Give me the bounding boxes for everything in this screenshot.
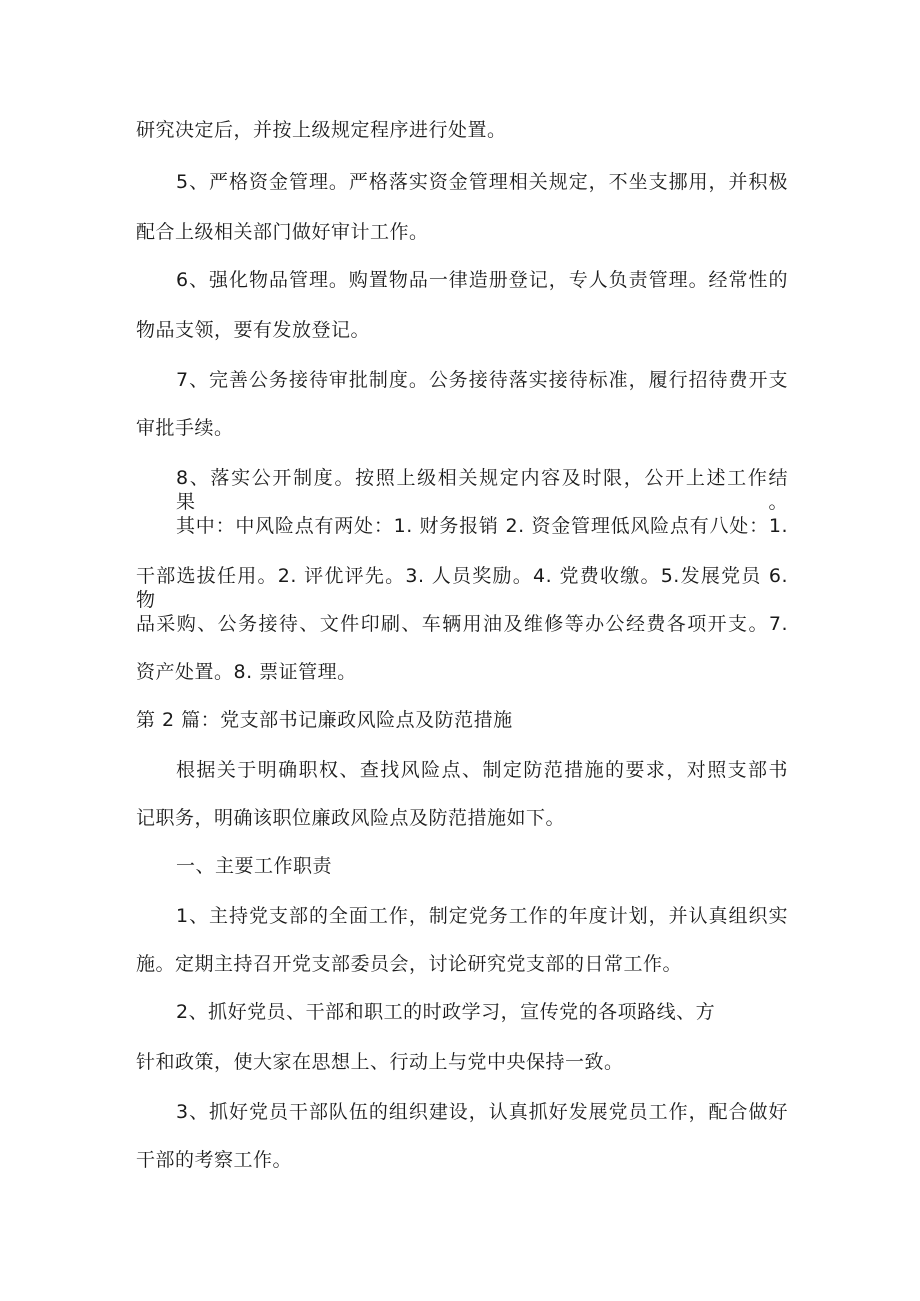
text-line: 物品支领，要有发放登记。 [136, 319, 371, 341]
section-heading: 第 2 篇：党支部书记廉政风险点及防范措施 [136, 709, 513, 731]
text-line: 其中：中风险点有两处：1. 财务报销 2. 资金管理低风险点有八处：1. [176, 515, 788, 537]
subsection-heading: 一、主要工作职责 [176, 855, 333, 877]
text-line: 7、完善公务接待审批制度。公务接待落实接待标准，履行招待费开支 [176, 369, 788, 391]
text-line: 干部选拔任用。2. 评优评先。3. 人员奖励。4. 党费收缴。5.发展党员 6. 物 [136, 565, 788, 611]
text-line: 研究决定后，并按上级规定程序进行处置。 [136, 119, 507, 141]
text-line: 资产处置。8. 票证管理。 [136, 661, 357, 683]
text-line: 干部的考察工作。 [136, 1149, 293, 1171]
text-line: 6、强化物品管理。购置物品一律造册登记，专人负责管理。经常性的 [176, 269, 788, 291]
text-line: 3、抓好党员干部队伍的组织建设，认真抓好发展党员工作，配合做好 [176, 1101, 788, 1123]
text-line: 配合上级相关部门做好审计工作。 [136, 221, 429, 243]
text-line: 8、落实公开制度。按照上级相关规定内容及时限，公开上述工作结果。 [176, 467, 788, 513]
text-line: 针和政策，使大家在思想上、行动上与党中央保持一致。 [136, 1051, 624, 1073]
text-line: 施。定期主持召开党支部委员会，讨论研究党支部的日常工作。 [136, 953, 683, 975]
text-line: 2、抓好党员、干部和职工的时政学习，宣传党的各项路线、方 [176, 1001, 716, 1023]
text-line: 1、主持党支部的全面工作，制定党务工作的年度计划，并认真组织实 [176, 905, 788, 927]
text-line: 品采购、公务接待、文件印刷、车辆用油及维修等办公经费各项开支。7. [136, 613, 788, 635]
text-line: 5、严格资金管理。严格落实资金管理相关规定，不坐支挪用，并积极 [176, 171, 788, 193]
text-line: 根据关于明确职权、查找风险点、制定防范措施的要求，对照支部书 [176, 759, 788, 781]
text-line: 审批手续。 [136, 417, 234, 439]
text-line: 记职务，明确该职位廉政风险点及防范措施如下。 [136, 807, 566, 829]
